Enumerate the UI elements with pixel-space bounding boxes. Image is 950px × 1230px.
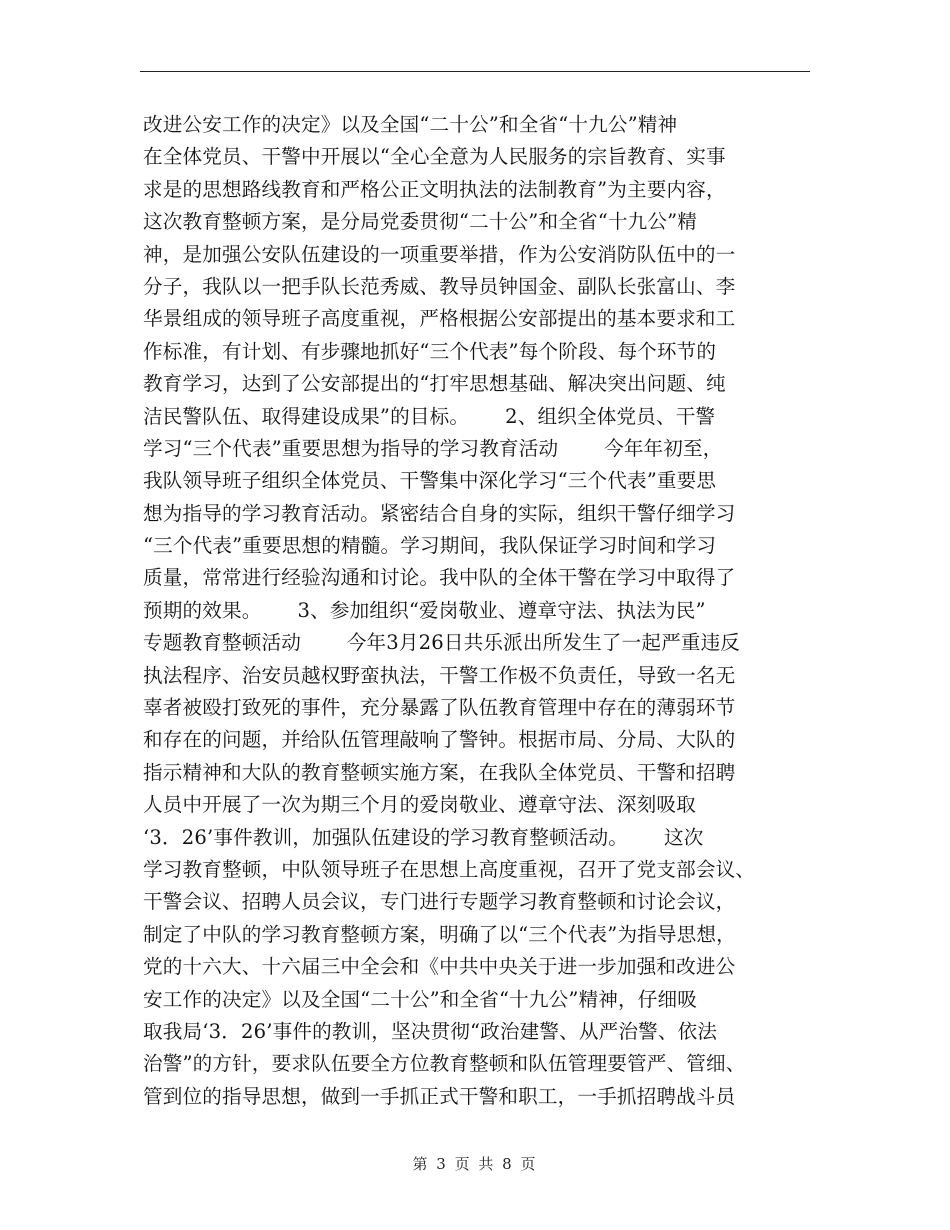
body-text-line: 分子，我队以一把手队长范秀威、教导员钟国金、副队长张富山、李	[143, 274, 736, 298]
body-text	[143, 109, 815, 1113]
body-text-line: 在全体党员、干警中开展以“全心全意为人民服务的宗旨教育、实事	[143, 145, 726, 169]
body-text-line: 神，是加强公安队伍建设的一项重要举措，作为公安消防队伍中的一	[143, 242, 736, 266]
body-text-line: ‘3．26’事件教训，加强队伍建设的学习教育整顿活动。 这次	[143, 825, 704, 849]
body-text-line: 党的十六大、十六届三中全会和《中共中央关于进一步加强和改进公	[143, 955, 736, 979]
body-text-line: 质量，常常进行经验沟通和讨论。我中队的全体干警在学习中取得了	[143, 566, 736, 590]
body-text-line: “三个代表”重要思想的精髓。学习期间，我队保证学习时间和学习	[143, 534, 717, 558]
body-text-line: 辜者被殴打致死的事件，充分暴露了队伍教育管理中存在的薄弱环节	[143, 696, 736, 720]
body-text-line: 华景组成的领导班子高度重视，严格根据公安部提出的基本要求和工	[143, 307, 736, 331]
body-text-line: 想为指导的学习教育活动。紧密结合自身的实际，组织干警仔细学习	[143, 501, 736, 525]
body-text-line: 管到位的指导思想，做到一手抓正式干警和职工，一手抓招聘战斗员	[143, 1084, 736, 1108]
body-text-line: 作标准，有计划、有步骤地抓好“三个代表”每个阶段、每个环节的	[143, 339, 717, 363]
body-text-line: 专题教育整顿活动 今年3月26日共乐派出所发生了一起严重违反	[143, 631, 741, 655]
body-text-line: 我队领导班子组织全体党员、干警集中深化学习“三个代表”重要思	[143, 469, 717, 493]
body-text-line: 改进公安工作的决定》以及全国“二十公”和全省“十九公”精神	[143, 113, 678, 136]
body-text-line: 教育学习，达到了公安部提出的“打牢思想基础、解决突出问题、纯	[143, 372, 726, 396]
body-text-line: 预期的效果。 3、参加组织“爱岗敬业、遵章守法、执法为民”	[143, 598, 706, 622]
body-text-line: 人员中开展了一次为期三个月的爱岗敬业、遵章守法、深刻吸取	[143, 793, 696, 817]
page-footer: 第 3 页 共 8 页	[412, 1155, 538, 1173]
body-text-line: 治警”的方针，要求队伍要全方位教育整顿和队伍管理要管严、管细、	[143, 1052, 746, 1076]
body-text-line: 指示精神和大队的教育整顿实施方案，在我队全体党员、干警和招聘	[143, 760, 736, 784]
body-text-line: 干警会议、招聘人员会议，专门进行专题学习教育整顿和讨论会议，	[143, 890, 736, 914]
body-text-line: 洁民警队伍、取得建设成果”的目标。 2、组织全体党员、干警	[143, 404, 716, 428]
body-text-line: 制定了中队的学习教育整顿方案，明确了以“三个代表”为指导思想，	[143, 922, 736, 946]
body-text-line: 这次教育整顿方案，是分局党委贯彻“二十公”和全省“十九公”精	[143, 210, 698, 234]
body-text-line: 和存在的问题，并给队伍管理敲响了警钟。根据市局、分局、大队的	[143, 728, 736, 752]
body-text-line: 学习教育整顿，中队领导班子在思想上高度重视，召开了党支部会议、	[143, 857, 756, 881]
body-text-line: 安工作的决定》以及全国“二十公”和全省“十九公”精神，仔细吸	[143, 987, 698, 1011]
body-text-line: 求是的思想路线教育和严格公正文明执法的法制教育”为主要内容，	[143, 177, 726, 201]
body-text-line: 学习“三个代表”重要思想为指导的学习教育活动 今年年初至，	[143, 436, 723, 460]
body-text-line: 取我局‘3．26’事件的教训，坚决贯彻“政治建警、从严治警、依法	[143, 1019, 718, 1043]
header-rule	[140, 71, 810, 72]
body-text-line: 执法程序、治安员越权野蛮执法，干警工作极不负责任，导致一名无	[143, 663, 736, 687]
